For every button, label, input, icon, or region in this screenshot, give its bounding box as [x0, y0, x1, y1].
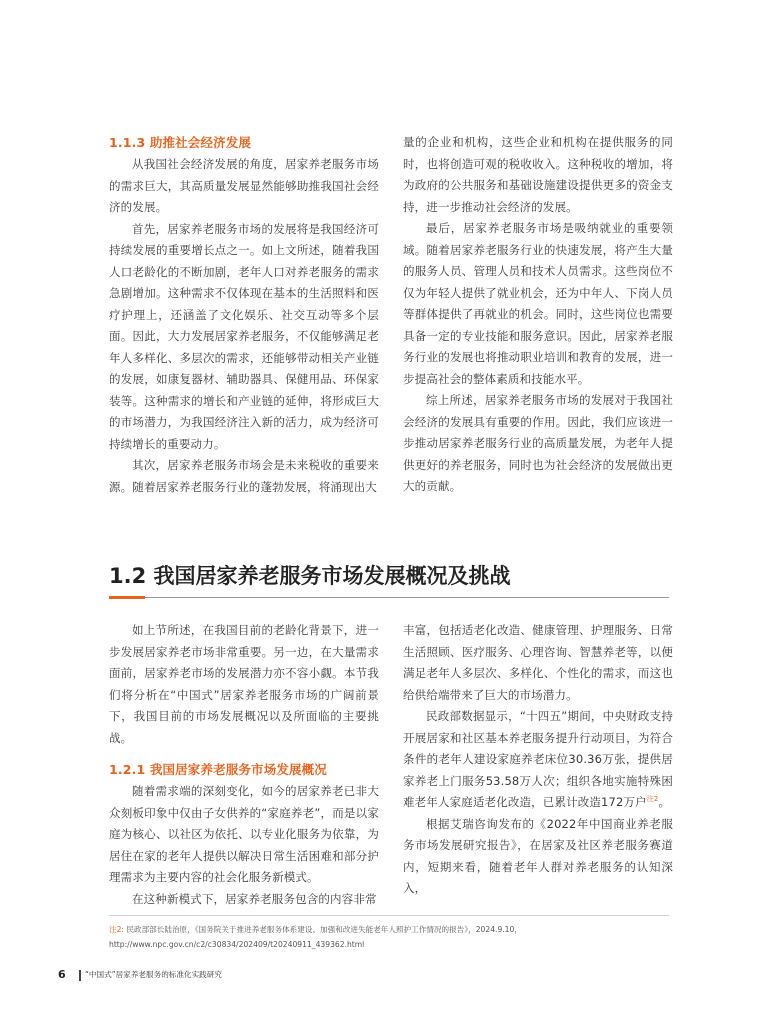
running-footer-title: “中国式”居家养老服务的标准化实践研究 — [85, 970, 222, 979]
paragraph: 首先，居家养老服务市场的发展将是我国经济可持续发展的重要增长点之一。如上文所述，随着我国人口老龄化的不断加剧，老年人口对养老服务的需求急剧增加。这种需求不仅体现在基本的生活照料和医疗护理上，还涵盖了文化娱乐、社交互动等多个层面。因此，大力发展居家养老服务，不仅能够满足老年人多样化、多层次的需求，还能够带动相关产业链的发展，如康复器材、辅助器具、保健用品、环保家装等。这种需求的增长和产业链的延伸，将形成巨大的市场潜力，为我国经济注入新的活力，成为经济可持续增长的重要动力。 — [109, 221, 379, 451]
footnote — [109, 922, 674, 952]
top-right-column — [403, 132, 673, 498]
footer-separator — [79, 970, 81, 981]
statistics-end: 。 — [658, 795, 671, 809]
intro-paragraph: 如上节所述，在我国目前的老龄化背景下，进一步发展居家养老市场非常重要。另一边，在大量需求面前，居家养老市场的发展潜力亦不容小觑。本节我们将分析在“中国式”居家养老服务市场的广阔前景下，我国目前的市场发展概况以及所面临的主要挑战。 — [109, 623, 379, 745]
statistics-paragraph — [403, 706, 673, 814]
footnote-label: 注2: — [109, 925, 124, 934]
section-accent-bar — [109, 596, 145, 599]
paragraph: 在这种新模式下，居家养老服务包含的内容非常 — [132, 891, 377, 906]
paragraph-continuation: 丰富，包括适老化改造、健康管理、护理服务、日常生活照顾、医疗服务、心理咨询、智慧养老等，以便满足老年人多层次、多样化、个性化的需求，而这也给供给端带来了巨大的市场潜力。 — [403, 623, 673, 702]
paragraph: 综上所述，居家养老服务市场的发展对于我国社会经济的发展具有重要的作用。因此，我们应该进一步推动居家养老服务行业的高质量发展，为老年人提供更好的养老服务，同时也为社会经济的发展做出更大的贡献。 — [403, 393, 673, 493]
subsection-heading-1-1-3: 1.1.3 助推社会经济发展 — [109, 135, 252, 150]
subsection-heading-1-2-1: 1.2.1 我国居家养老服务市场发展概况 — [109, 762, 327, 777]
paragraph: 从我国社会经济发展的角度，居家养老服务市场的需求巨大，其高质量发展显然能够助推我国社会经济的发展。 — [109, 157, 379, 214]
statistics-text: 民政部数据显示，“十四五”期间，中央财政支持开展居家和社区基本养老服务提升行动项目，为符合条件的老年人建设家庭养老床位30.36万张，提供居家养老上门服务53.58万人次；组织各地实施特殊困难老年人家庭适老化改造，已累计改造172万户 — [403, 709, 673, 809]
section-title: 1.2 我国居家养老服务市场发展概况及挑战 — [109, 564, 511, 588]
footnote-divider — [109, 915, 669, 916]
paragraph: 其次，居家养老服务市场会是未来税收的重要来源。随着居家养老服务行业的蓬勃发展，将涌现出大 — [109, 458, 379, 494]
footnote-text: 民政部部长陆治原，《国务院关于推进养老服务体系建设、加强和改进失能老年人照护工作情况的报告》，2024.9.10，http://www.npc.gov.cn/c2/c30834/202409/t20240911_439362.html — [109, 925, 522, 949]
paragraph: 随着需求端的深刻变化，如今的居家养老已非大众刻板印象中仅由子女供养的“家庭养老”，而是以家庭为核心、以社区为依托、以专业化服务为依靠，为居住在家的老年人提供以解决日常生活困难和部分护理需求为主要内容的社会化服务新模式。 — [109, 784, 379, 884]
page-number: 6 — [58, 968, 66, 981]
bottom-right-column — [403, 620, 673, 900]
section-divider — [109, 597, 669, 598]
paragraph: 根据艾瑞咨询发布的《2022年中国商业养老服务市场发展研究报告》，在居家及社区养老服务赛道内，短期来看，随着老年人群对养老服务的认知深入， — [403, 816, 673, 895]
paragraph-continuation: 量的企业和机构，这些企业和机构在提供服务的同时，也将创造可观的税收收入。这种税收的增加，将为政府的公共服务和基础设施建设提供更多的资金支持，进一步推动社会经济的发展。 — [403, 135, 673, 214]
paragraph: 最后，居家养老服务市场是吸纳就业的重要领域。随着居家养老服务行业的快速发展，将产生大量的服务人员、管理人员和技术人员需求。这些岗位不仅为年轻人提供了就业机会，还为中年人、下岗人员等群体提供了再就业的机会。同时，这些岗位也需要具备一定的专业技能和服务意识。因此，居家养老服务行业的发展也将推动职业培训和教育的发展，进一步提高社会的整体素质和技能水平。 — [403, 221, 673, 386]
footnote-marker[interactable]: 注2 — [646, 795, 659, 804]
top-left-column — [109, 132, 379, 498]
bottom-left-column — [109, 620, 379, 910]
